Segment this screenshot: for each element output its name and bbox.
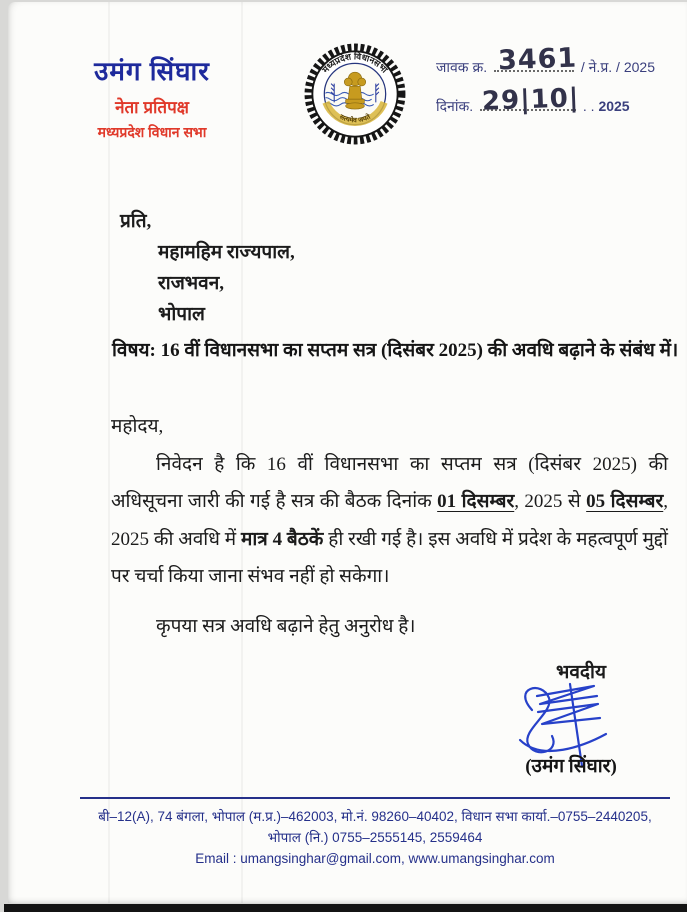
body-text: निवेदन है कि 16 वीं विधानसभा का सप्तम सत्र (दिसंबर 2025) की अधिसूचना जारी की गई है सत्र की बैठक दिनांक <box>111 453 668 512</box>
date-dots: . . <box>582 98 595 114</box>
recipient-line: महामहिम राज्यपाल, <box>158 242 295 263</box>
outward-number-line <box>436 42 671 77</box>
subject-line: विषय: 16 वीं विधानसभा का सप्तम सत्र (दिसंबर 2025) की अवधि बढ़ाने के संबंध में। <box>112 340 679 361</box>
date-handwritten: 29|10| <box>481 83 580 117</box>
letter-body <box>111 408 668 645</box>
recipient-block <box>120 206 295 330</box>
recipient-line: राजभवन, <box>158 273 225 294</box>
seal-bottom-text: सत्यमेव जयते <box>338 113 372 125</box>
recipient-salutation: प्रति, <box>120 211 152 232</box>
body-text: ही रखी गई है। इस अवधि में प्रदेश के महत्वपूर्ण मुद्दों पर चर्चा किया जाना संभव नहीं हो सकेगा। <box>111 528 668 587</box>
letterhead-title: नेता प्रतिपक्ष <box>115 98 189 117</box>
footer-email-line: Email : umangsinghar@gmail.com, www.umangsinghar.com <box>195 851 555 866</box>
letterhead <box>56 52 248 142</box>
body-text: , 2025 की अवधि में <box>111 491 668 550</box>
sittings-count: मात्र 4 बैठकें <box>240 528 324 550</box>
letterhead-organization: मध्यप्रदेश विधान सभा <box>97 124 207 140</box>
seal-top-text: मध्यप्रदेश विधानसभा <box>320 51 390 75</box>
date-year: 2025 <box>598 98 630 114</box>
footer-contact-block <box>80 797 670 869</box>
valediction: भवदीय <box>556 662 606 683</box>
footer-address-line: बी–12(A), 74 बंगला, भोपाल (म.प्र.)–462003, मो.नं. 98260–40402, विधान सभा कार्या.–0755–2440205, <box>98 809 652 824</box>
recipient-line: भोपाल <box>158 304 205 325</box>
date-line <box>436 83 671 117</box>
body-paragraph-1 <box>111 446 668 596</box>
signatory-name: (उमंग सिंघार) <box>525 756 617 777</box>
body-text: , 2025 से <box>514 491 587 512</box>
session-start-date: 01 दिसम्बर <box>437 491 515 512</box>
outward-number-handwritten: 3461 <box>497 42 578 77</box>
outward-number-dotted-line <box>494 42 578 77</box>
reference-block <box>436 42 671 117</box>
session-end-date: 05 दिसम्बर <box>586 491 664 512</box>
date-label: दिनांक. <box>436 98 474 114</box>
body-paragraph-2: कृपया सत्र अवधि बढ़ाने हेतु अनुरोध है। <box>156 615 416 637</box>
letterhead-name: उमंग सिंघार <box>94 56 210 86</box>
outward-number-suffix: / ने.प्र. / 2025 <box>580 59 655 75</box>
outward-number-label: जावक क्र. <box>436 59 488 75</box>
date-dotted-line <box>480 83 580 117</box>
mp-vidhansabha-seal-icon <box>303 42 407 146</box>
footer-phone-line: भोपाल (नि.) 0755–2555145, 2559464 <box>267 830 483 845</box>
greeting: महोदय, <box>111 416 164 437</box>
scan-bottom-edge <box>4 904 687 912</box>
letter-paper <box>8 2 687 903</box>
